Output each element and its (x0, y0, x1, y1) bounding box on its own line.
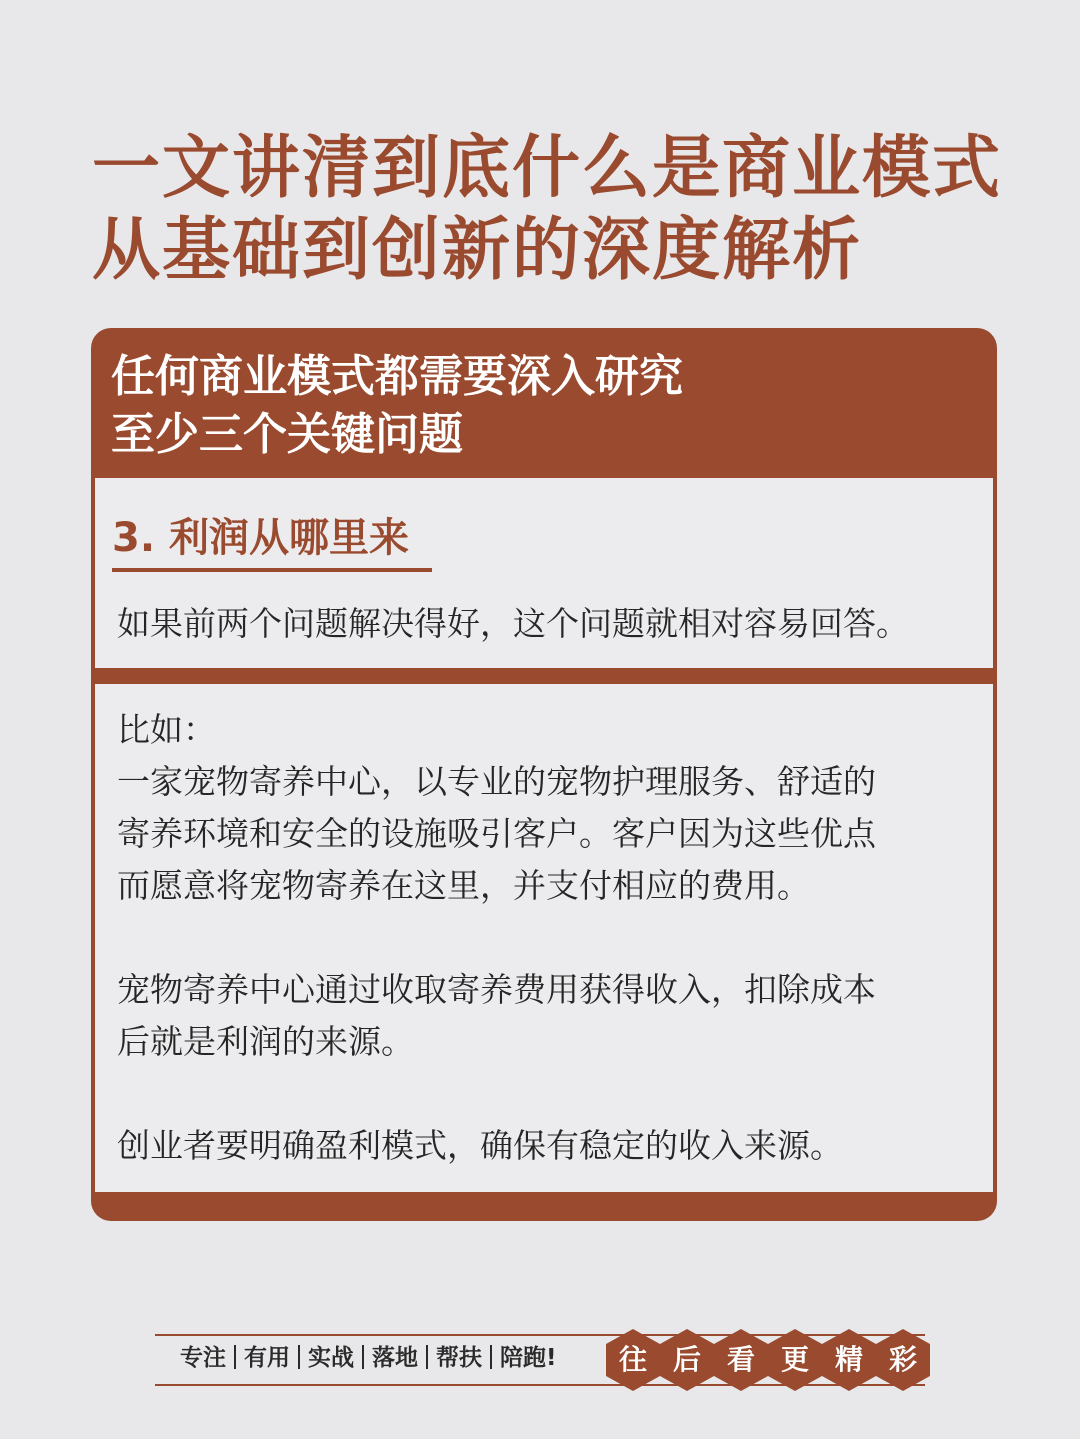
slogan-separator (298, 1345, 300, 1369)
example-label: 比如： (117, 710, 216, 749)
paragraph-gap (117, 912, 977, 964)
slogan-item: 专注 (180, 1345, 226, 1371)
footer-slogan (180, 1340, 557, 1376)
example-panel (95, 684, 993, 1192)
page-title (92, 128, 1052, 292)
example-para2-line-2: 后就是利润的来源。 (117, 1022, 414, 1061)
section-heading: 3. 利润从哪里来 (112, 515, 409, 561)
card-header-line-2: 至少三个关键问题 (111, 409, 463, 460)
example-para1-line-3: 而愿意将宠物寄养在这里，并支付相应的费用。 (117, 866, 810, 905)
footer (155, 1320, 935, 1400)
example-para3: 创业者要明确盈利模式，确保有稳定的收入来源。 (117, 1126, 843, 1165)
hex-badge-char: 彩 (888, 1343, 917, 1376)
title-line-1: 一文讲清到底什么是商业模式 (92, 129, 1003, 208)
hex-badge (659, 1328, 715, 1392)
section-heading-underline (112, 568, 432, 572)
slogan-item: 落地 (372, 1345, 418, 1371)
slogan-item: 陪跑! (500, 1345, 557, 1371)
content-card (91, 328, 997, 1221)
hex-badge-char: 看 (726, 1343, 755, 1376)
example-para1-line-1: 一家宠物寄养中心，以专业的宠物护理服务、舒适的 (117, 762, 876, 801)
example-para1-line-2: 寄养环境和安全的设施吸引客户。客户因为这些优点 (117, 814, 876, 853)
example-text (117, 704, 977, 1172)
hex-badge-char: 更 (780, 1343, 809, 1376)
example-para2-line-1: 宠物寄养中心通过收取寄养费用获得收入，扣除成本 (117, 970, 876, 1009)
slogan-item: 帮扶 (436, 1345, 482, 1371)
hex-badge (767, 1328, 823, 1392)
card-header-line-1: 任何商业模式都需要深入研究 (111, 351, 683, 402)
more-badges (605, 1320, 935, 1400)
title-line-2: 从基础到创新的深度解析 (92, 211, 863, 290)
hex-badge (605, 1328, 661, 1392)
slogan-separator (234, 1345, 236, 1369)
hex-badge-char: 精 (834, 1343, 863, 1376)
slogan-separator (362, 1345, 364, 1369)
slogan-item: 实战 (308, 1345, 354, 1371)
hex-badge (713, 1328, 769, 1392)
slogan-item: 有用 (244, 1345, 290, 1371)
card-header (111, 348, 971, 464)
slogan-separator (426, 1345, 428, 1369)
hex-badge (821, 1328, 877, 1392)
section-lead-text: 如果前两个问题解决得好，这个问题就相对容易回答。 (117, 604, 909, 643)
section-panel (95, 478, 993, 668)
hex-badge-char: 后 (672, 1343, 701, 1376)
hex-badge (875, 1328, 931, 1392)
paragraph-gap (117, 1068, 977, 1120)
slogan-separator (490, 1345, 492, 1369)
hex-badge-char: 往 (618, 1343, 647, 1376)
